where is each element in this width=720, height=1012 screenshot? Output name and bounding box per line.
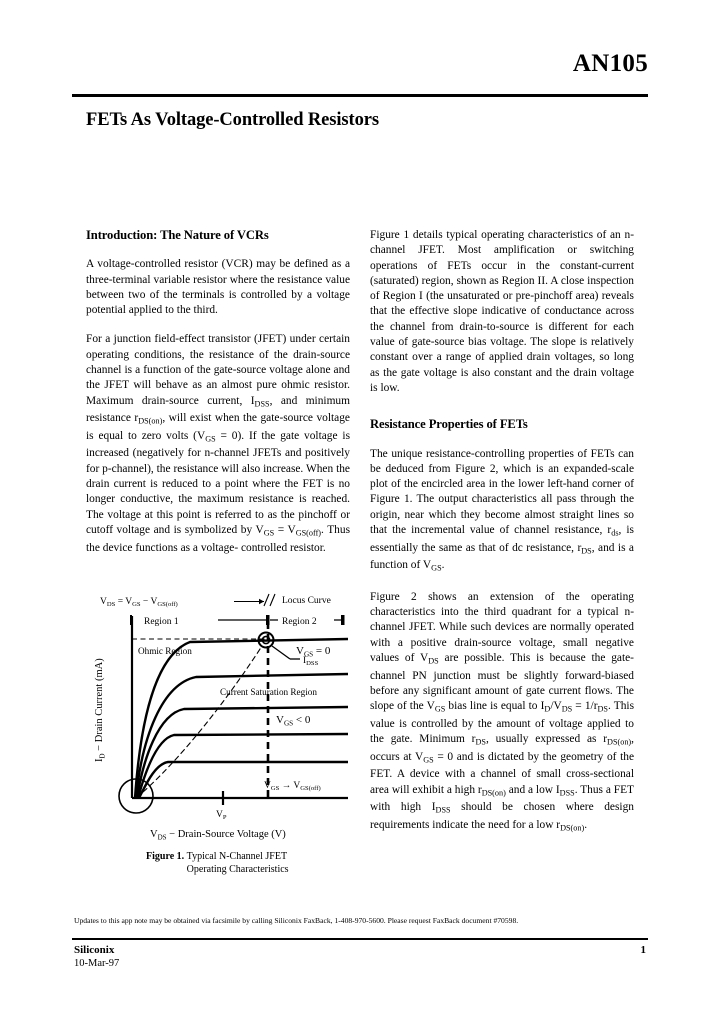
text-run: . [441, 559, 445, 572]
text-run: . [584, 818, 588, 831]
locus-curve-label: Locus Curve [282, 596, 331, 606]
section-heading-introduction: Introduction: The Nature of VCRs [86, 228, 269, 242]
subscript: DS [475, 737, 486, 747]
text-run: The unique resistance-controlling properties of FETs can be deduced from Figure 2, which is an expanded-scale plot of the encircled area in the lower left-hand corner of Figure 1. The output characteristics all pass through the origin, near which they become almost straight lines so that the incremental value of channel resistance, r [370, 447, 634, 537]
text-run: , will exist when the gate-source voltage is equal to zero volts (V [86, 412, 350, 442]
text-run: . Thus the device functions as a voltage- controlled resistor. [86, 523, 351, 554]
paragraph-vcr-definition: A voltage-controlled resistor (VCR) may be defined as a three-terminal variable resistor where the resistance value between two of the terminals is controlled by a voltage potential applied to the third. [86, 258, 350, 317]
locus-equation-label: $V_{DS} = V_{GS} - V_{GS(off)}$ [100, 597, 178, 609]
subscript: DSS [559, 787, 575, 797]
subscript: DS(on) [607, 737, 632, 747]
subscript: GS [431, 563, 442, 573]
text-run: , usually expressed as r [485, 733, 608, 746]
subscript: DSS [254, 398, 270, 408]
figure-caption-text [187, 850, 289, 876]
text-run: = 1/r [572, 700, 598, 713]
vgs-zero-label: $V_{GS} = 0$ [296, 645, 331, 659]
text-run: and a low I [505, 783, 560, 796]
text-run: , occurs at V [370, 733, 635, 763]
subscript: GS [263, 528, 275, 538]
paragraph-jfet-behavior [86, 332, 350, 555]
subscript: GS [205, 434, 216, 444]
subscript: DS [428, 656, 439, 666]
paragraph-third-quadrant [370, 590, 634, 836]
subscript: GS [423, 754, 434, 764]
footer-divider [72, 938, 648, 940]
paragraph-figure1-description: Figure 1 details typical operating characteristics of an n-channel JFET. Most amplification or switching operations of FETs occur in the constant-current (saturated) region, shown as Region II. A close inspection of Region I (the unsaturated or pre-pinchoff area) reveals that the effective slope indicative of conductance across the channel from drain-to-source is different for each value of gate-source bias voltage. The slope is relatively constant over a range of applied drain voltages, so long as the gate voltage is also constant and the drain voltage is low. [370, 229, 634, 394]
text-run: , is essentially the same as that of dc resistance, r [370, 524, 634, 554]
text-run: . Thus a FET with high I [370, 783, 634, 814]
page-title: FETs As Voltage-Controlled Resistors [86, 110, 379, 130]
subscript: DS(on) [138, 416, 163, 426]
figure-1 [86, 592, 354, 902]
ohmic-region-label: Ohmic Region [138, 646, 192, 656]
idss-label: $I_{DSS}$ [303, 656, 319, 668]
subscript: DS [581, 545, 592, 555]
figure-caption-line-2: Operating Characteristics [186, 864, 289, 875]
figure-caption [146, 850, 356, 876]
subscript: DS [561, 704, 573, 714]
text-run: should be chosen where design requirements indicate the need for a low r [370, 801, 634, 831]
text-run: = V [274, 523, 296, 536]
text-run: . This value is controlled by the amount of voltage applied to the gate. Minimum r [370, 700, 634, 746]
footer-company-name: Siliconix [74, 944, 115, 956]
paragraph-resistance-deduction [370, 447, 634, 576]
subscript: DS(on) [481, 787, 506, 797]
text-run: /V [550, 700, 562, 713]
current-saturation-region-label: Current Saturation Region [220, 687, 317, 697]
subscript: DSS [435, 805, 451, 815]
footer-date: 10-Mar-97 [74, 958, 120, 969]
left-column [86, 228, 350, 570]
document-number: AN105 [572, 50, 648, 77]
subscript: D [544, 704, 551, 714]
footer-page-number: 1 [640, 944, 646, 956]
text-run: For a junction field-effect transistor (JFET) under certain operating conditions, the resistance of the drain-source channel is a function of the gate-source voltage alone and the JFET will behave as an almost pure ohmic resistor. Maximum drain-source current, I [86, 333, 350, 407]
locus-curve [136, 646, 262, 798]
section-heading-resistance-properties: Resistance Properties of FETs [370, 417, 528, 432]
right-column [370, 228, 634, 849]
text-run: bias line is equal to I [445, 700, 545, 713]
text-run: = 0 and is dictated by the geometry of the FET. A device with a channel of small cross-sectional area will exhibit a high r [370, 750, 635, 796]
jfet-characteristics-chart [86, 592, 354, 842]
subscript: DS [597, 704, 608, 714]
text-run: Figure 2 shows an extension of the operating characteristics into the third quadrant for a typical n-channel JFET. While such devices are normally operated with a positive drain-source voltage, small negative values of V [370, 590, 634, 665]
text-run: = 0). If the gate voltage is increased (negatively for n-channel JFETs and positively for p-channel), the resistance will also increase. When the drain current is reduced to a point where the FET is no longer conductive, the maximum resistance is reached. The voltage at this point is referred to as the pinchoff or cutoff voltage and is symbolized by V [86, 429, 351, 536]
text-run: are possible. This is because the gate-channel PN junction must be slightly forward-biased before any significant amount of gate current flows. The slope of the V [370, 652, 634, 713]
figure-caption-line-1: Typical N-Channel JFET [186, 851, 288, 862]
subscript: GS(off) [295, 528, 322, 538]
figure-caption-number: Figure 1. [146, 851, 185, 862]
subscript: GS [434, 704, 446, 714]
text-run: , and minimum resistance r [86, 394, 350, 425]
vgs-negative-label: $V_{GS} < 0$ [276, 714, 311, 728]
x-axis-label: $V_{DS}$ − Drain-Source Voltage (V) [150, 829, 286, 842]
header-divider [72, 94, 648, 97]
region-2-label: Region 2 [282, 617, 317, 627]
vgs-approaches-off-label: $V_{GS} \to V_{GS(off)}$ [264, 781, 321, 793]
text-run: , and is a function of V [370, 541, 634, 572]
y-axis-label: $I_D$ − Drain Current (mA) [94, 658, 107, 762]
subscript: ds [611, 528, 619, 538]
region-1-label: Region 1 [144, 617, 179, 627]
subscript: DS(on) [560, 823, 585, 833]
curve-vgs-off [139, 762, 348, 798]
vp-label: $V_P$ [216, 810, 227, 822]
footer-note: Updates to this app note may be obtained via facsimile by calling Siliconix FaxBack, 1-408-970-5600. Please request FaxBack document #70598. [74, 916, 519, 925]
